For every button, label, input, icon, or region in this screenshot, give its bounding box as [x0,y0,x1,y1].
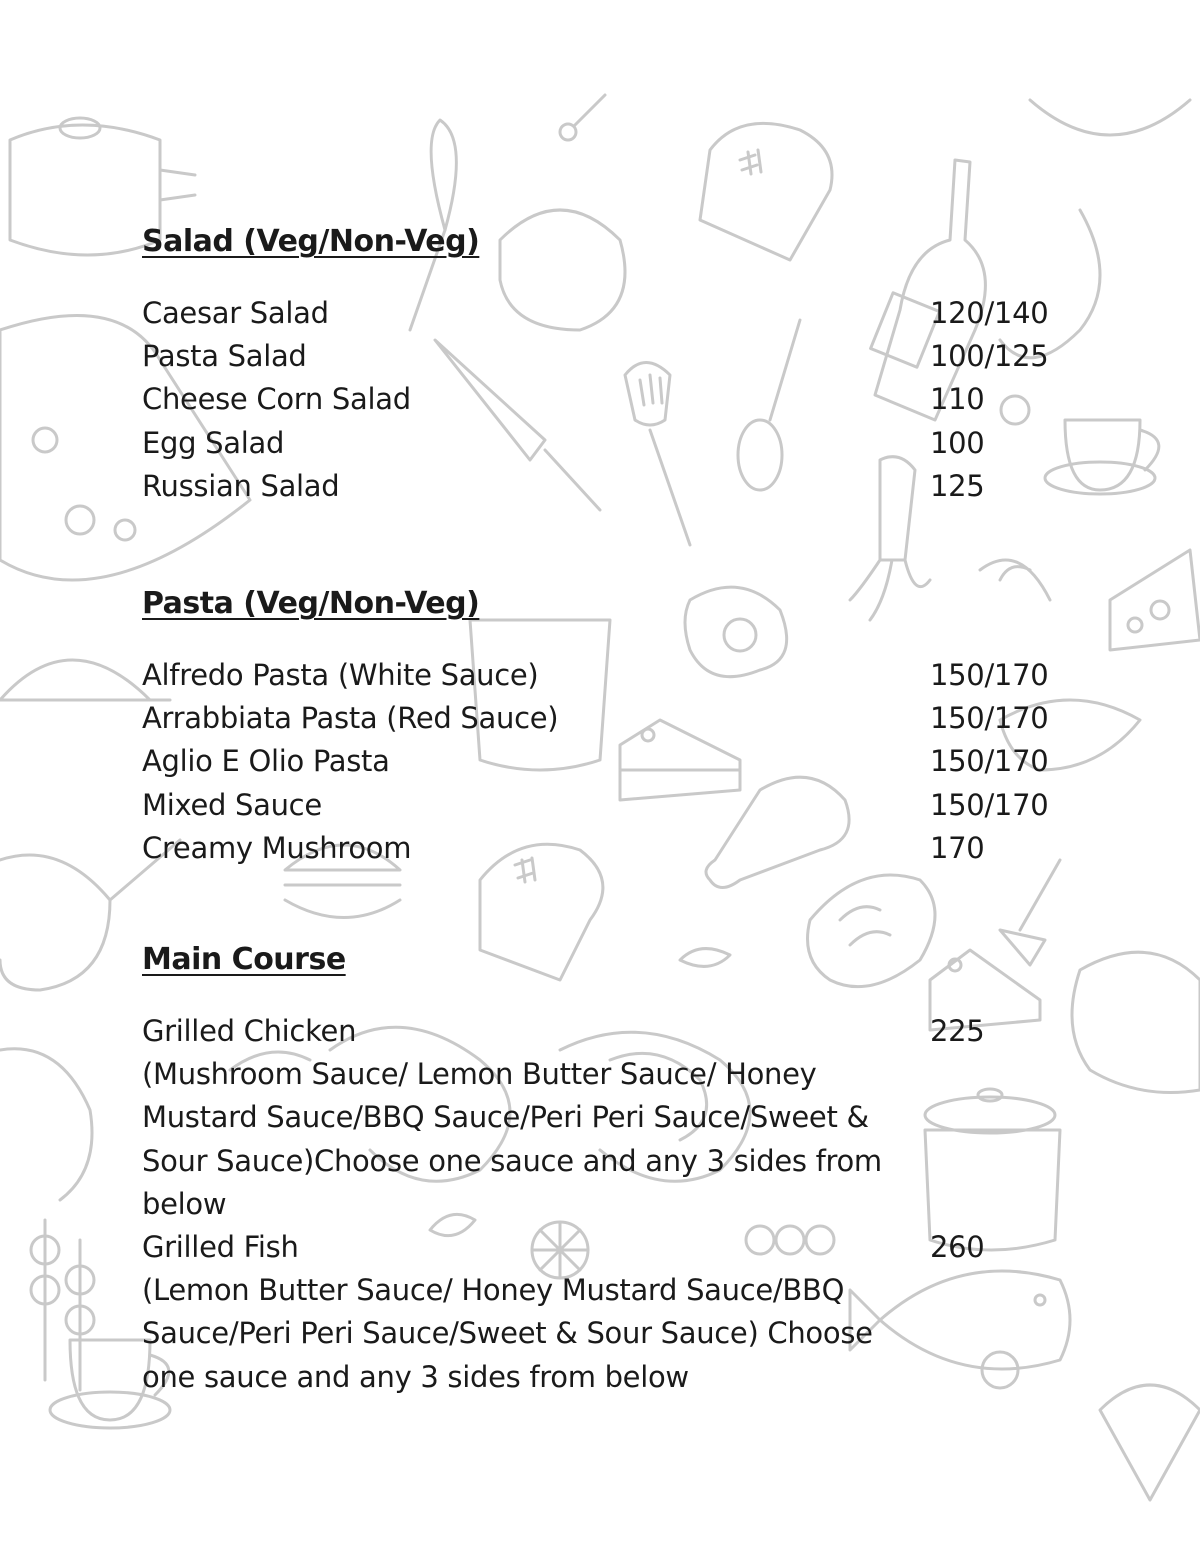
item-price: 225 [930,1014,985,1049]
item-name: Cheese Corn Salad [142,382,411,417]
item-name: Grilled Chicken (Mushroom Sauce/ Lemon Butter Sauce/ Honey Mustard Sauce/BBQ Sauce/Peri Peri Sauce/Sweet & Sour Sauce)Choose one sauce and any 3 sides from below [142,1014,882,1221]
section-title-salad: Salad (Veg/Non-Veg) [142,224,480,259]
main-course-item-list [142,1010,1142,1399]
section-title-pasta: Pasta (Veg/Non-Veg) [142,586,480,622]
menu-item [142,422,1142,465]
menu-item [142,335,1142,378]
item-price: 260 [930,1230,985,1265]
menu-item [142,827,1142,870]
item-name: Alfredo Pasta (White Sauce) [142,658,539,693]
menu-item [142,1226,1142,1399]
item-price: 100 [930,425,985,460]
item-name: Aglio E Olio Pasta [142,744,390,779]
item-price: 120/140 [930,296,1049,330]
salad-item-list [142,292,1142,508]
menu-item [142,654,1142,697]
menu-item [142,465,1142,508]
menu-item [142,740,1142,783]
item-name: Mixed Sauce [142,787,322,822]
item-name: Russian Salad [142,468,340,503]
menu-item [142,697,1142,740]
menu-item [142,784,1142,827]
section-title-main-course: Main Course [142,942,346,978]
item-name: Grilled Fish (Lemon Butter Sauce/ Honey Mustard Sauce/BBQ Sauce/Peri Peri Sauce/Sweet & Sour Sauce) Choose one sauce and any 3 sides from below [142,1230,873,1394]
item-name: Egg Salad [142,425,285,460]
item-price: 150/170 [930,787,1049,822]
item-price: 170 [930,830,985,865]
item-name: Caesar Salad [142,296,329,330]
item-name: Creamy Mushroom [142,830,412,865]
item-price: 150/170 [930,701,1049,736]
item-price: 100/125 [930,339,1049,374]
item-price: 125 [930,468,985,503]
item-name: Arrabbiata Pasta (Red Sauce) [142,701,559,736]
menu-content [142,220,1142,1399]
item-name: Pasta Salad [142,339,307,374]
item-price: 150/170 [930,658,1049,693]
item-price: 110 [930,382,985,417]
menu-item [142,378,1142,421]
item-price: 150/170 [930,744,1049,779]
menu-item [142,1010,1142,1226]
pasta-item-list [142,654,1142,870]
menu-item [142,292,1142,335]
